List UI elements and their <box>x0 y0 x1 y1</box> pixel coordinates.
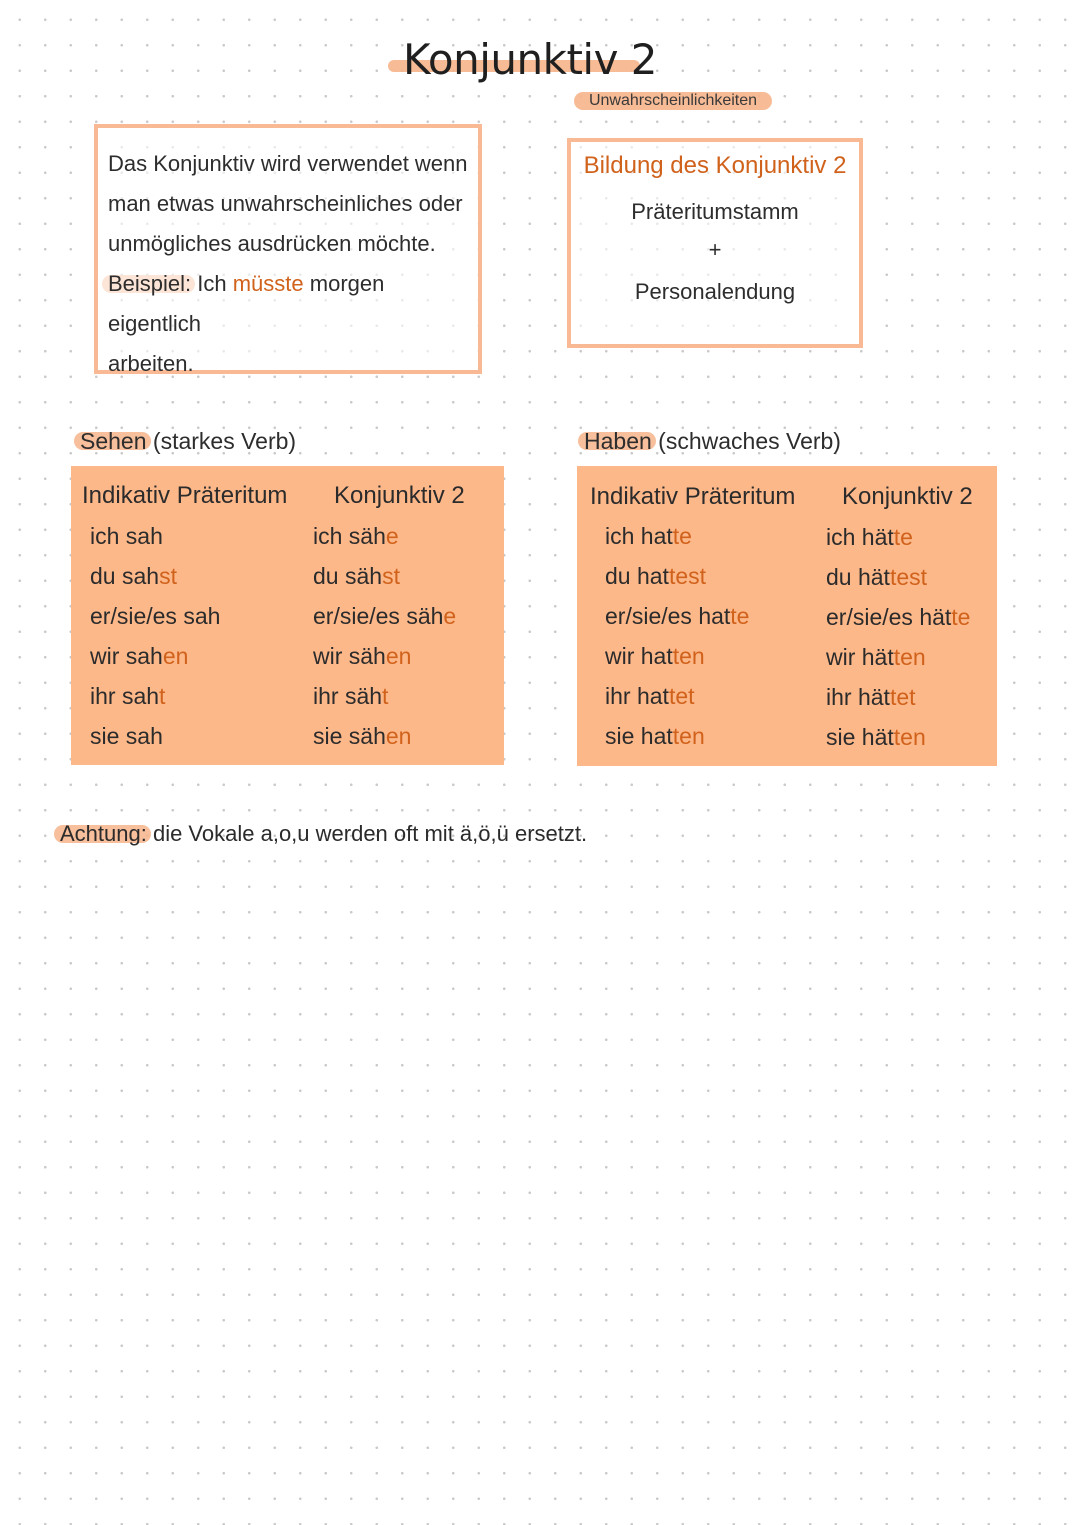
haben-indikativ-row <box>605 636 705 676</box>
haben-indikativ-ending: tet <box>668 683 695 709</box>
sehen-indikativ-stem: er/sie/es sah <box>90 603 221 629</box>
note <box>60 816 587 852</box>
definition-text <box>108 144 468 384</box>
note-label: Achtung: <box>60 816 147 852</box>
haben-indikativ-stem: ich hat <box>605 523 673 549</box>
bildung-line-ending: Personalendung <box>634 279 796 304</box>
haben-indikativ-stem: er/sie/es hat <box>605 603 731 629</box>
sehen-indikativ-ending: st <box>159 563 177 589</box>
sehen-indikativ-stem: du sah <box>90 563 160 589</box>
sehen-konjunktiv-stem: wir säh <box>313 643 386 669</box>
sehen-konjunktiv-ending: e <box>443 603 457 629</box>
haben-konjunktiv-row <box>826 717 926 757</box>
haben-indikativ-ending: ten <box>672 723 705 749</box>
sehen-indikativ-stem: ihr sah <box>90 683 160 709</box>
sehen-indikativ-row <box>90 636 188 676</box>
sehen-indikativ-stem: ich sah <box>90 523 163 549</box>
example-line <box>108 264 468 344</box>
haben-konjunktiv-ending: test <box>889 564 928 590</box>
haben-heading-label: Haben <box>584 424 652 458</box>
haben-konjunktiv-row <box>826 637 926 677</box>
sehen-indikativ-row <box>90 676 165 716</box>
definition-line: unmögliches ausdrücken möchte. <box>108 231 436 256</box>
haben-indikativ-row <box>605 556 706 596</box>
haben-konjunktiv-ending: ten <box>893 724 926 750</box>
definition-line: arbeiten. <box>108 351 194 376</box>
haben-indikativ-ending: te <box>672 523 692 549</box>
sehen-col1-header: Indikativ Präteritum <box>82 482 288 509</box>
haben-konjunktiv-stem: sie hät <box>826 724 894 750</box>
definition-line: Das Konjunktiv wird verwendet wenn <box>108 151 468 176</box>
haben-konjunktiv-stem: er/sie/es hät <box>826 604 952 630</box>
haben-heading <box>584 424 841 458</box>
haben-indikativ-ending: test <box>668 563 707 589</box>
sehen-indikativ-ending: en <box>162 643 189 669</box>
sehen-indikativ-row <box>90 516 163 556</box>
haben-konjunktiv-ending: ten <box>893 644 926 670</box>
sehen-konjunktiv-row <box>313 716 411 756</box>
sehen-heading-rest: (starkes Verb) <box>146 428 297 454</box>
sehen-indikativ-row <box>90 716 163 756</box>
haben-konjunktiv-row <box>826 677 916 717</box>
haben-konjunktiv-row <box>826 557 927 597</box>
haben-konjunktiv-ending: tet <box>889 684 916 710</box>
haben-konjunktiv-row <box>826 597 970 637</box>
definition-line: man etwas unwahrscheinliches oder <box>108 191 463 216</box>
note-text: die Vokale a,o,u werden oft mit ä,ö,ü ersetzt. <box>146 821 588 846</box>
sehen-konjunktiv-row <box>313 596 456 636</box>
sehen-konjunktiv-stem: ich säh <box>313 523 386 549</box>
haben-indikativ-stem: wir hat <box>605 643 673 669</box>
haben-col1-header: Indikativ Präteritum <box>590 483 796 510</box>
sehen-indikativ-row <box>90 556 177 596</box>
sehen-indikativ-stem: wir sah <box>90 643 163 669</box>
haben-konjunktiv-ending: te <box>893 524 913 550</box>
haben-konjunktiv-ending: te <box>951 604 971 630</box>
page-title: Konjunktiv 2 <box>402 35 658 84</box>
haben-col2-header: Konjunktiv 2 <box>842 483 973 510</box>
sehen-konjunktiv-row <box>313 516 399 556</box>
bildung-title: Bildung des Konjunktiv 2 <box>583 152 847 179</box>
sehen-konjunktiv-ending: e <box>385 523 399 549</box>
haben-indikativ-row <box>605 716 705 756</box>
haben-indikativ-stem: sie hat <box>605 723 673 749</box>
haben-konjunktiv-stem: wir hät <box>826 644 894 670</box>
haben-konjunktiv-stem: du hät <box>826 564 890 590</box>
example-label: Beispiel: <box>108 264 191 304</box>
sehen-konjunktiv-row <box>313 676 388 716</box>
sehen-konjunktiv-row <box>313 556 400 596</box>
sehen-konjunktiv-stem: sie säh <box>313 723 386 749</box>
sehen-heading-label: Sehen <box>80 424 147 458</box>
haben-konjunktiv-stem: ich hät <box>826 524 894 550</box>
example-post: morgen eigentlich <box>108 271 385 336</box>
haben-konjunktiv-stem: ihr hät <box>826 684 890 710</box>
haben-indikativ-stem: ihr hat <box>605 683 669 709</box>
sehen-konjunktiv-ending: st <box>382 563 400 589</box>
haben-indikativ-ending: ten <box>672 643 705 669</box>
sehen-konjunktiv-row <box>313 636 411 676</box>
sehen-heading <box>80 424 296 458</box>
sehen-konjunktiv-ending: t <box>382 683 389 709</box>
haben-indikativ-stem: du hat <box>605 563 669 589</box>
sehen-konjunktiv-ending: en <box>385 723 412 749</box>
haben-heading-rest: (schwaches Verb) <box>651 428 841 454</box>
sehen-konjunktiv-stem: er/sie/es säh <box>313 603 444 629</box>
bildung-line-stem: Präteritumstamm <box>631 199 799 224</box>
haben-konjunktiv-row <box>826 517 913 557</box>
example-pre: Ich <box>191 271 233 296</box>
example-highlight: müsste <box>232 271 304 296</box>
haben-indikativ-row <box>605 516 692 556</box>
sehen-konjunktiv-stem: ihr säh <box>313 683 383 709</box>
page-subtitle: Unwahrscheinlichkeiten <box>588 92 758 109</box>
sehen-indikativ-stem: sie sah <box>90 723 163 749</box>
sehen-indikativ-ending: t <box>159 683 166 709</box>
sehen-konjunktiv-stem: du säh <box>313 563 383 589</box>
haben-indikativ-row <box>605 596 749 636</box>
sehen-col2-header: Konjunktiv 2 <box>334 482 465 509</box>
bildung-plus: + <box>708 237 722 262</box>
haben-indikativ-ending: te <box>730 603 750 629</box>
sehen-indikativ-row <box>90 596 220 636</box>
sehen-konjunktiv-ending: en <box>385 643 412 669</box>
haben-indikativ-row <box>605 676 695 716</box>
